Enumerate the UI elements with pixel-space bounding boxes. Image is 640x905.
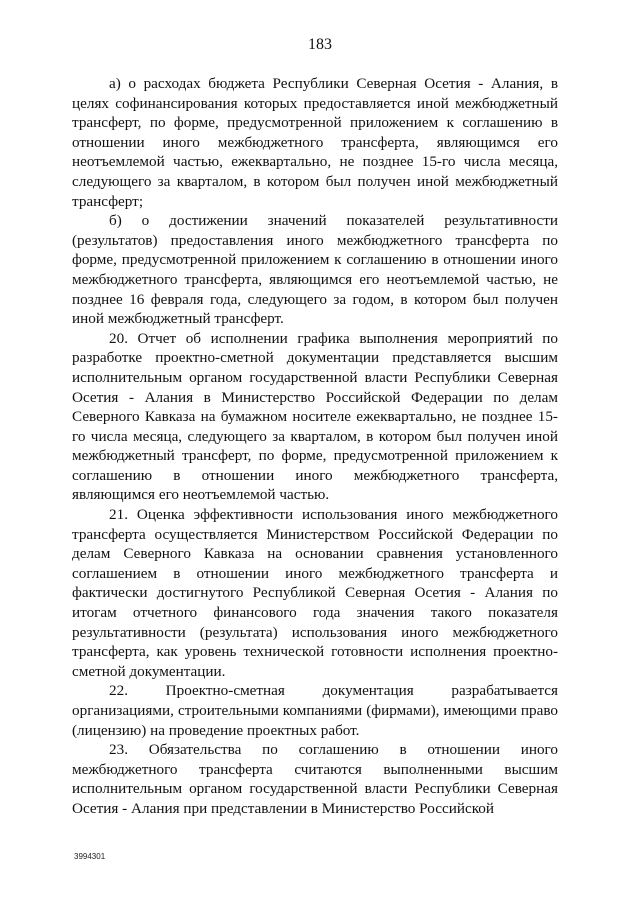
document-body	[72, 74, 558, 819]
paragraph-22-design-documentation: 22. Проектно-сметная документация разрабатывается организациями, строительными компаниями (фирмами), имеющими право (лицензию) на проведение проектных работ.	[72, 682, 558, 739]
document-code: 3994301	[74, 852, 106, 861]
paragraph-23-obligations: 23. Обязательства по соглашению в отношении иного межбюджетного трансферта считаются выполненными высшим исполнительным органом государственной власти Республики Северная Осетия - Алания при представлении в Министерство Российской	[72, 741, 558, 817]
paragraph-b-indicators: б) о достижении значений показателей результативности (результатов) предоставления иного межбюджетного трансферта по форме, предусмотренной приложением к соглашению в отношении иного межбюджетного трансферта, являющимся его неотъемлемой частью, не позднее 16 февраля года, следующего за годом, в котором был получен иной межбюджетный трансферт.	[72, 212, 558, 328]
paragraph-a-expenses: а) о расходах бюджета Республики Северная Осетия - Алания, в целях софинансирования которых предоставляется иной межбюджетный трансферт, по форме, предусмотренной приложением к соглашению в отношении иного межбюджетного трансферта, являющимся его неотъемлемой частью, ежеквартально, не позднее 15-го числа месяца, следующего за кварталом, в котором был получен иной межбюджетный трансферт;	[72, 75, 558, 210]
paragraph-21-efficiency-assessment: 21. Оценка эффективности использования иного межбюджетного трансферта осуществляется Министерством Российской Федерации по делам Северного Кавказа на основании сравнения установленного соглашением в отношении иного межбюджетного трансферта и фактически достигнутого Республикой Северная Осетия - Алания по итогам отчетного финансового года значения такого показателя результативности (результата) использования иного межбюджетного трансферта, как уровень технической готовности исполнения проектно-сметной документации.	[72, 506, 558, 680]
paragraph-20-schedule-report: 20. Отчет об исполнении графика выполнения мероприятий по разработке проектно-сметной документации представляется высшим исполнительным органом государственной власти Республики Северная Осетия - Алания в Министерство Российской Федерации по делам Северного Кавказа на бумажном носителе ежеквартально, не позднее 15-го числа месяца, следующего за кварталом, в котором был получен иной межбюджетный трансферт, по форме, предусмотренной приложением к соглашению в отношении иного межбюджетного трансферта, являющимся его неотъемлемой частью.	[72, 329, 558, 504]
page-number: 183	[308, 36, 332, 53]
